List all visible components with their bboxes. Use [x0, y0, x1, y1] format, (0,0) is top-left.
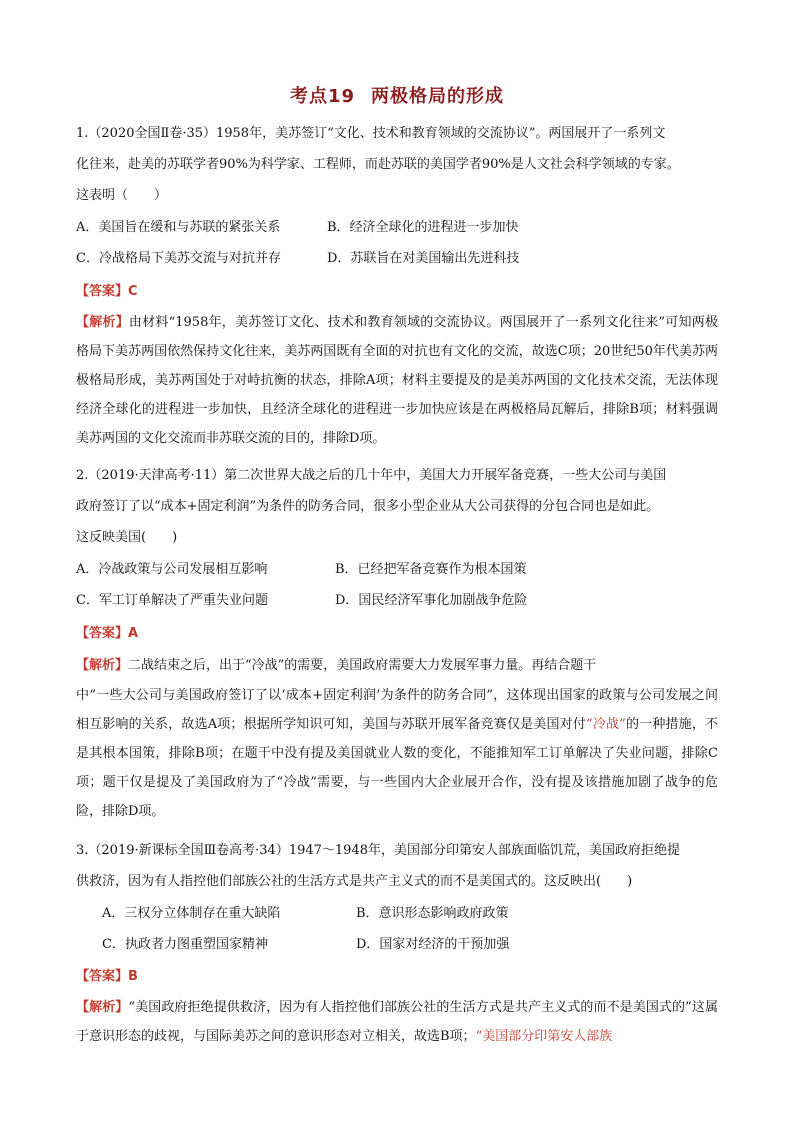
q2-analysis-line-1 [76, 656, 596, 676]
q2-option-d: D．国民经济军事化加剧战争危险 [335, 593, 528, 608]
q1-stem-line-2: 化往来，赴美的苏联学者90%为科学家、工程师，而赴苏联的美国学者90%是人文社会科学领域的专家。 [76, 157, 680, 172]
q2-stem-line-2: 政府签订了以“成本+固定利润”为条件的防务合同，很多小型企业从大公司获得的分包合同也是如此。 [76, 499, 660, 514]
q1-analysis-text: 由材料“1958年，美苏签订文化、技术和教育领域的交流协议。两国展开了一系列文化往来”可知两极格局下美苏两国依然保持文化往来，美苏两国既有全面的对抗也有文化的交流，故选C项；20世纪50年代美苏两极格局形成，美苏两国处于对峙抗衡的状态，排除A项；材料主要提及的是美苏两国的文化技术交流，无法体现经济全球化的进程进一步加快，且经济全球化的进程进一步加快应该是在两极格局瓦解后，排除B项；材料强调美苏两国的文化交流而非苏联交流的目的，排除D项。 [76, 315, 718, 446]
q2-stem-line-3: 这反映美国( ) [76, 530, 178, 545]
answer-label: 【答案】 [76, 284, 129, 299]
q1-analysis [76, 308, 718, 453]
q2-option-a: A．冷战政策与公司发展相互影响 [76, 562, 268, 577]
q1-option-d: D．苏联旨在对美国输出先进科技 [327, 251, 520, 266]
q3-answer [76, 967, 138, 987]
q2-analysis-body [76, 681, 718, 826]
q1-answer [76, 282, 138, 302]
q2-answer [76, 624, 138, 644]
q1-stem-line-1: 1.（2020全国Ⅱ卷·35）1958年，美苏签订“文化、技术和教育领域的交流协议”。两国展开了一系列文 [76, 126, 666, 141]
q2-answer-value: A [128, 626, 139, 641]
q3-stem-line-1: 3.（2019·新课标全国Ⅲ卷高考·34）1947～1948年，美国部分印第安人部族面临饥荒，美国政府拒绝提 [76, 843, 680, 858]
q1-option-a: A．美国旨在缓和与苏联的紧张关系 [76, 220, 281, 235]
q3-option-c: C．执政者力图重塑国家精神 [102, 937, 268, 952]
analysis-label: 【解析】 [76, 315, 129, 330]
q2-analysis-text-2c: 的一种措施，不是其根本国策，排除B项；在题干中没有提及美国就业人数的变化，不能推知军工订单解决了失业问题，排除C项；题干仅是提及了美国政府为了“冷战”需要，与一些国内大企业展开合作，没有提及该措施加剧了战争的危险，排除D项。 [76, 717, 718, 819]
q1-stem-line-3: 这表明（ ） [76, 188, 168, 203]
q3-analysis-highlight: “美国部分印第安人部族 [475, 1029, 613, 1044]
analysis-label: 【解析】 [76, 1000, 129, 1015]
q1-option-c: C．冷战格局下美苏交流与对抗并存 [76, 251, 281, 266]
q3-analysis [76, 993, 718, 1051]
q1-answer-value: C [128, 284, 138, 299]
q3-option-b: B．意识形态影响政府政策 [356, 906, 509, 921]
q3-analysis-text: “美国政府拒绝提供救济，因为有人指控他们部族公社的生活方式是共产主义式的而不是美国式的”这属于意识形态的歧视，与国际美苏之间的意识形态对立相关，故选B项； [76, 1000, 718, 1044]
title-text: 两极格局的形成 [371, 86, 505, 107]
q2-stem-line-1: 2.（2019·天津高考·11）第二次世界大战之后的几十年中，美国大力开展军备竞赛，一些大公司与美国 [76, 468, 667, 483]
q2-analysis-cold-war-highlight: “冷战” [586, 717, 626, 732]
q3-answer-value: B [128, 969, 138, 984]
page-title [0, 86, 794, 108]
q1-option-b: B．经济全球化的进程进一步加快 [327, 220, 519, 235]
q3-stem-line-2: 供救济，因为有人指控他们部族公社的生活方式是共产主义式的而不是美国式的。这反映出( ) [76, 874, 633, 889]
q2-analysis-text-1: 二战结束之后，出于“冷战”的需要，美国政府需要大力发展军事力量。再结合题干 [128, 658, 597, 673]
q2-option-b: B．已经把军备竞赛作为根本国策 [335, 562, 527, 577]
title-prefix: 考点19 [289, 86, 356, 107]
q2-analysis-text-2a: 中“一些大公司与美国政府签订了以‘成本+固定利润’为条件的防务合同”，这体现出国家的政策与公司发展之间相互影响的关系，故选A项；根据所学知识可知，美国与苏联开展军备竞赛仅是美国对付 [76, 688, 718, 732]
answer-label: 【答案】 [76, 626, 129, 641]
analysis-label: 【解析】 [76, 658, 129, 673]
answer-label: 【答案】 [76, 969, 129, 984]
q3-option-d: D．国家对经济的干预加强 [356, 937, 510, 952]
q2-option-c: C．军工订单解决了严重失业问题 [76, 593, 268, 608]
q3-option-a: A．三权分立体制存在重大缺陷 [102, 906, 281, 921]
